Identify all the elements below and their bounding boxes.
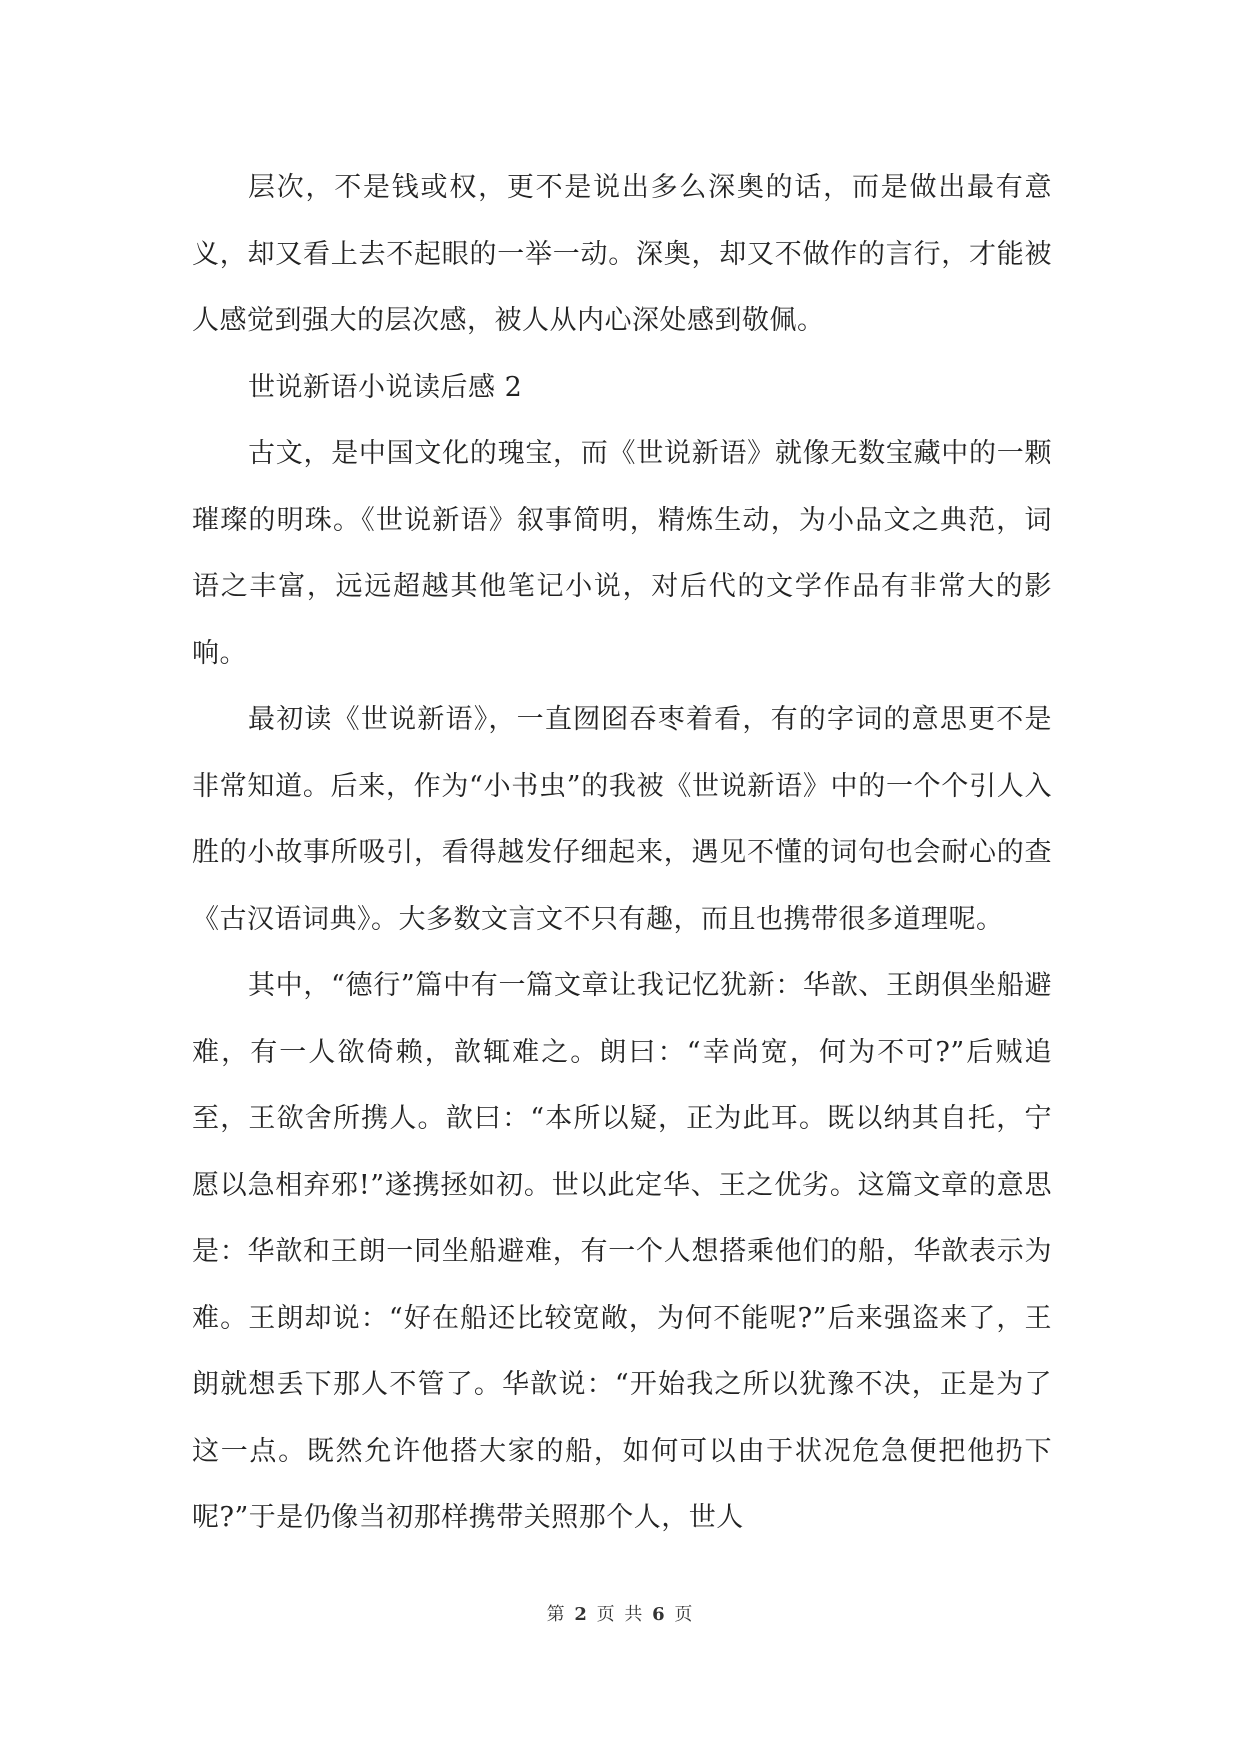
paragraph-1: 层次，不是钱或权，更不是说出多么深奥的话，而是做出最有意义，却又看上去不起眼的一举一动。深奥，却又不做作的言行，才能被人感觉到强大的层次感，被人从内心深处感到敬佩。	[192, 172, 1052, 336]
footer-prefix: 第	[546, 1604, 567, 1625]
paragraph-4: 其中，“德行”篇中有一篇文章让我记忆犹新：华歆、王朗俱坐船避难，有一人欲倚赖，歆辄难之。朗曰：“幸尚宽，何为不可?”后贼追至，王欲舍所携人。歆曰：“本所以疑，正为此耳。既以纳其自托，宁愿以急相弃邪!”遂携拯如初。世以此定华、王之优劣。这篇文章的意思是：华歆和王朗一同坐船避难，有一个人想搭乘他们的船，华歆表示为难。王朗却说：“好在船还比较宽敞，为何不能呢?”后来强盗来了，王朗就想丢下那人不管了。华歆说：“开始我之所以犹豫不决，正是为了这一点。既然允许他搭大家的船，如何可以由于状况危急便把他扔下呢?”于是仍像当初那样携带关照那个人，世人	[192, 970, 1052, 1533]
paragraph-3: 最初读《世说新语》，一直囫囵吞枣着看，有的字词的意思更不是非常知道。后来，作为“小书虫”的我被《世说新语》中的一个个引人入胜的小故事所吸引，看得越发仔细起来，遇见不懂的词句也会耐心的查《古汉语词典》。大多数文言文不只有趣，而且也携带很多道理呢。	[192, 704, 1052, 935]
footer-middle: 页 共	[596, 1604, 645, 1625]
total-pages-number: 6	[652, 1604, 667, 1625]
paragraph-2: 古文，是中国文化的瑰宝，而《世说新语》就像无数宝藏中的一颗璀璨的明珠。《世说新语》叙事简明，精炼生动，为小品文之典范，词语之丰富，远远超越其他笔记小说，对后代的文学作品有非常大的影响。	[192, 438, 1052, 669]
section-heading: 世说新语小说读后感 2	[248, 371, 523, 403]
document-body	[192, 155, 1052, 1552]
page-footer	[0, 1600, 1241, 1626]
footer-suffix: 页	[674, 1604, 695, 1625]
current-page-number: 2	[574, 1604, 589, 1625]
